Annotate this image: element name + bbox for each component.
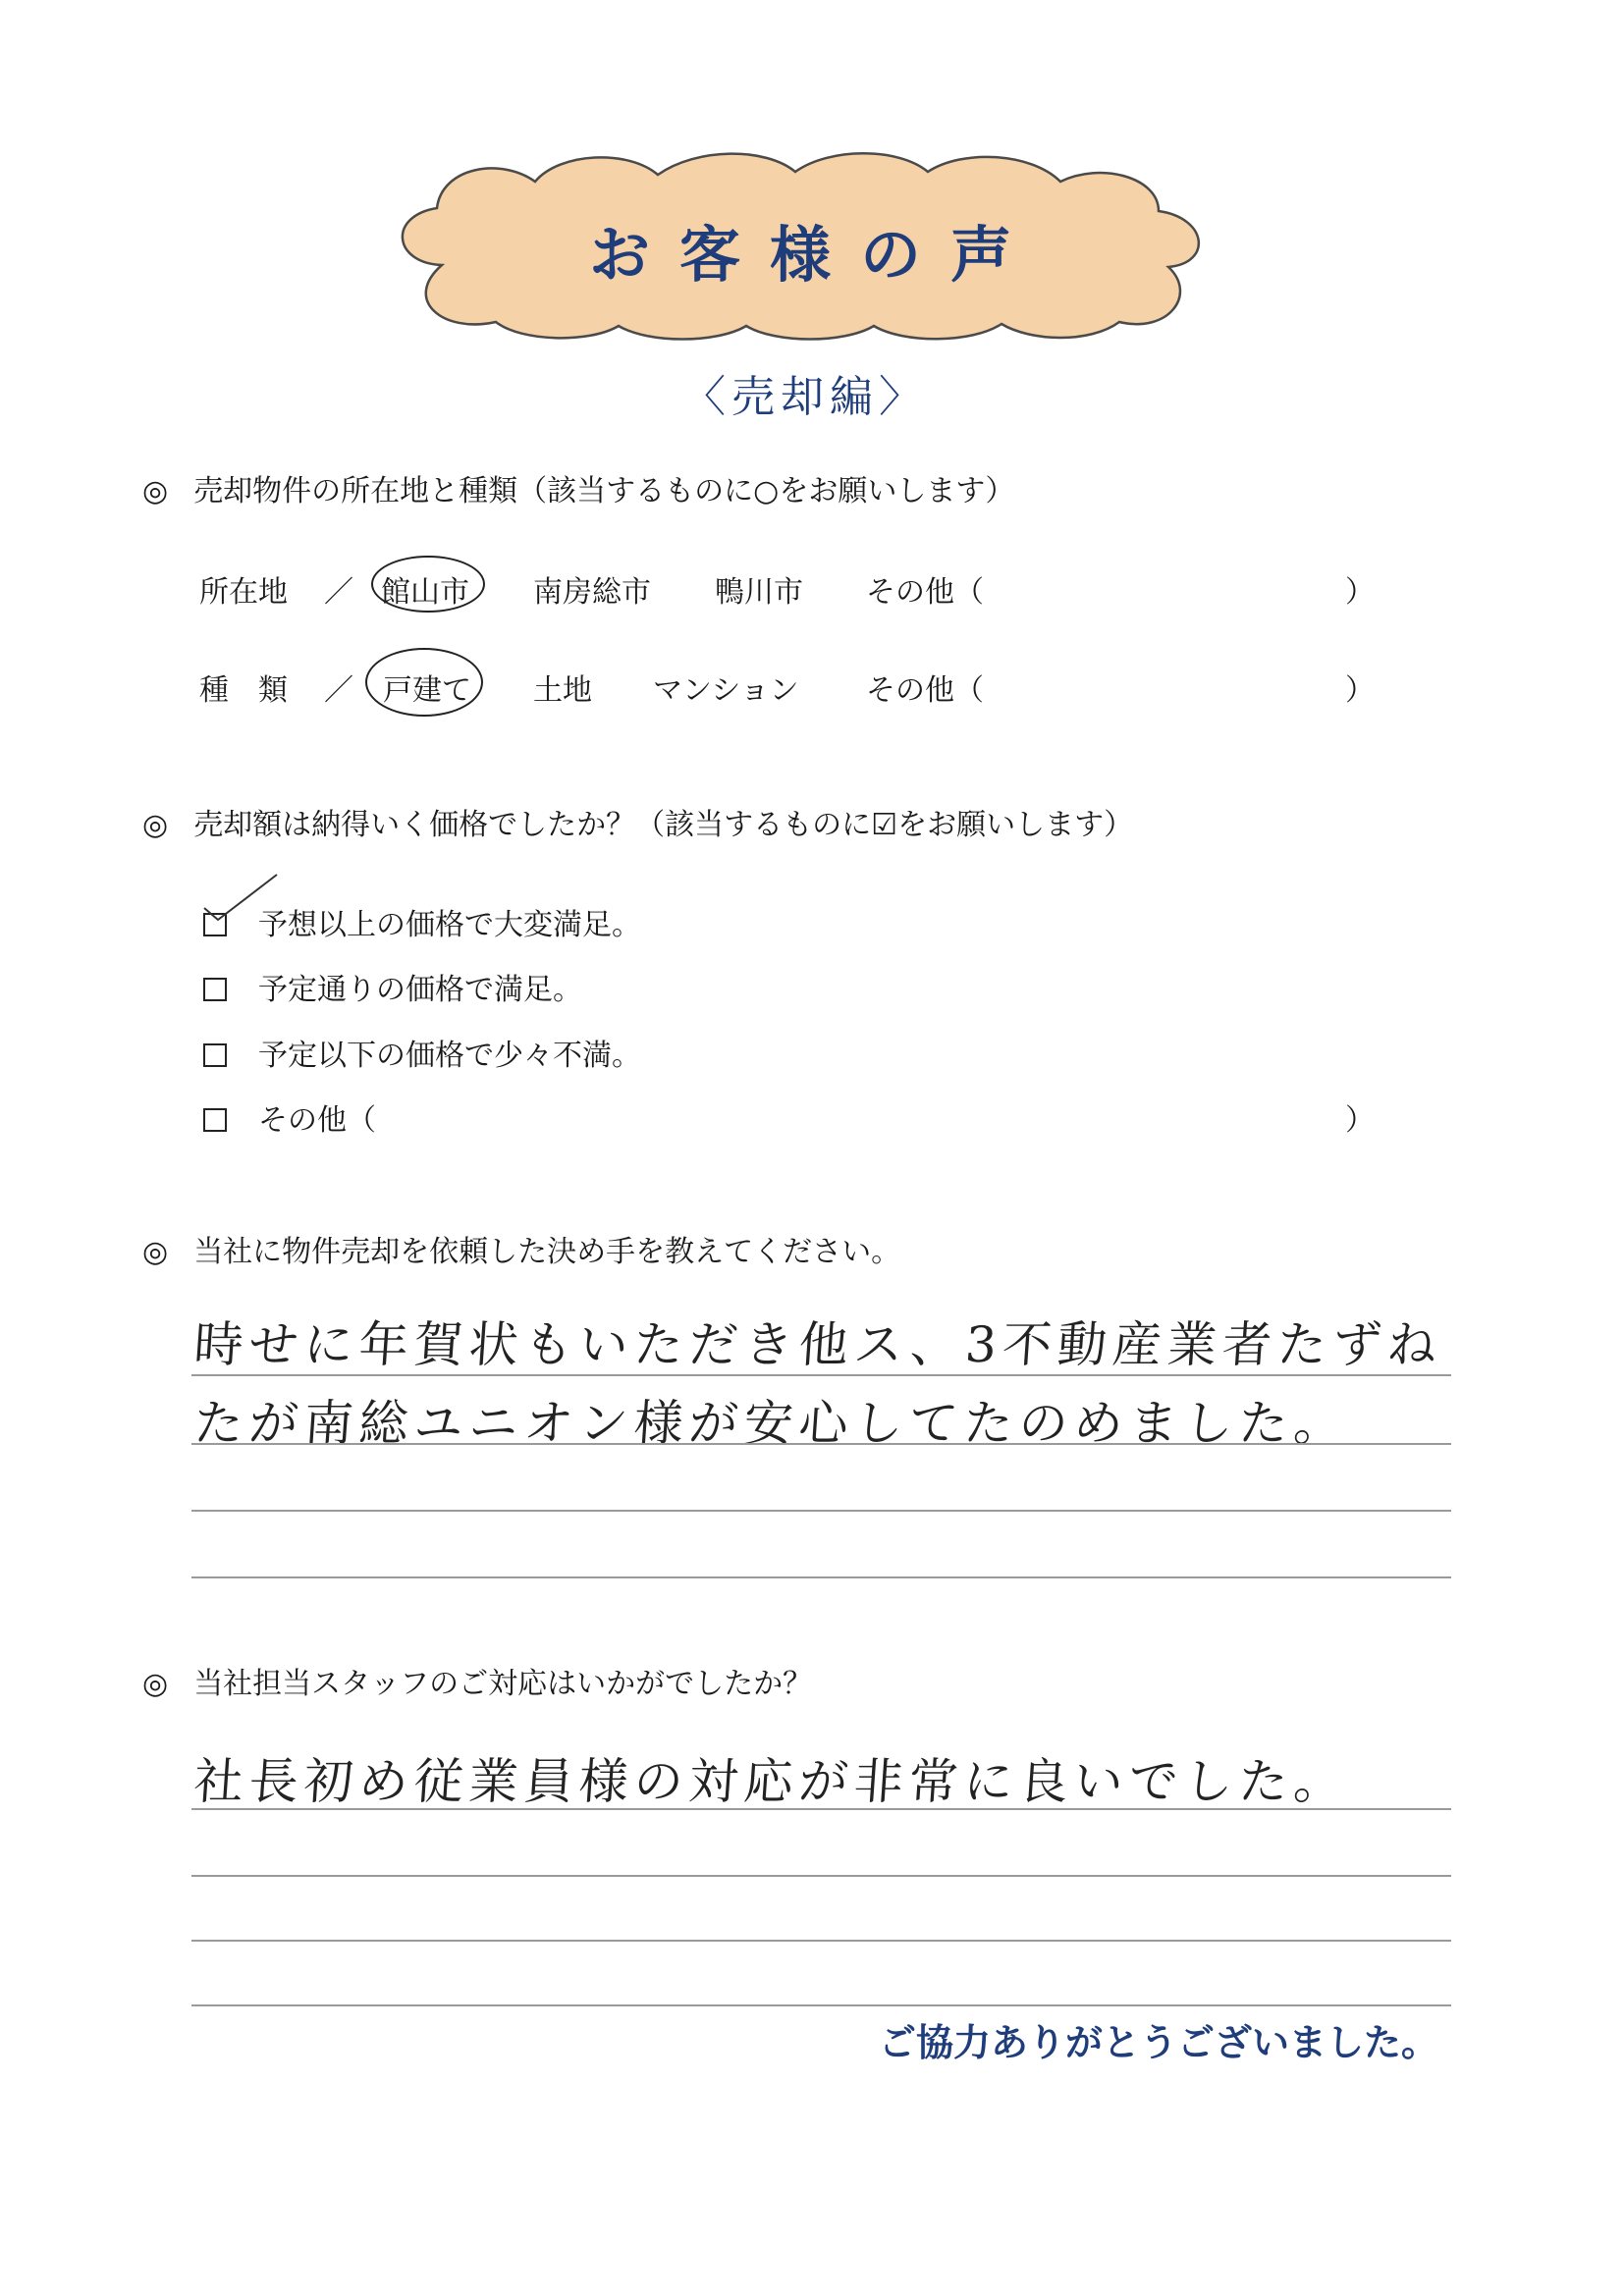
answer-3-rule-3 bbox=[191, 1510, 1451, 1512]
answer-4-rule-3 bbox=[191, 1940, 1451, 1942]
location-option-tateyama[interactable]: 館山市 bbox=[381, 575, 469, 610]
location-option-kamogawa[interactable]: 鴨川市 bbox=[715, 575, 803, 610]
question-1 bbox=[142, 466, 1014, 509]
price-option-4[interactable] bbox=[203, 1095, 376, 1139]
answer-4-rule-1 bbox=[191, 1808, 1451, 1810]
answer-3-line-1: 時せに年賀状もいただき他ス、3不動産業者たずね bbox=[191, 1316, 1445, 1373]
type-option-house[interactable]: 戸建て bbox=[383, 673, 471, 708]
selection-circle-location bbox=[371, 556, 485, 613]
answer-3-rule-4 bbox=[191, 1576, 1451, 1578]
answer-3-rule-1 bbox=[191, 1374, 1451, 1376]
selection-circle-type bbox=[365, 648, 483, 717]
price-option-3[interactable] bbox=[203, 1031, 641, 1074]
page-subtitle: 〈売却編〉 bbox=[682, 372, 928, 422]
price-other-close: ） bbox=[1345, 1103, 1375, 1138]
price-option-4-label: その他（ bbox=[258, 1103, 376, 1138]
answer-4-rule-2 bbox=[191, 1875, 1451, 1877]
price-option-3-label: 予定以下の価格で少々不満。 bbox=[258, 1039, 641, 1073]
location-slash: ／ bbox=[324, 575, 353, 610]
double-circle-icon: ◎ bbox=[142, 1667, 169, 1701]
type-label: 種 類 bbox=[199, 673, 288, 708]
price-option-1-label: 予想以上の価格で大変満足。 bbox=[258, 908, 641, 942]
location-label: 所在地 bbox=[199, 575, 288, 610]
question-3-text: 当社に物件売却を依頼した決め手を教えてください。 bbox=[193, 1235, 901, 1269]
location-option-minamiboso[interactable]: 南房総市 bbox=[533, 575, 651, 610]
type-other-close: ） bbox=[1345, 673, 1375, 708]
answer-4-line-1: 社長初め従業員様の対応が非常に良いでした。 bbox=[191, 1753, 1351, 1810]
thank-you-message: ご協力ありがとうございました。 bbox=[879, 2021, 1439, 2064]
location-other-close: ） bbox=[1345, 575, 1375, 610]
question-2 bbox=[142, 800, 1133, 843]
location-option-other[interactable]: その他（ bbox=[866, 575, 984, 610]
answer-3-line-2: たが南総ユニオン様が安心してたのめました。 bbox=[191, 1395, 1351, 1452]
checkbox-unchecked[interactable] bbox=[203, 978, 227, 1001]
question-3 bbox=[142, 1227, 900, 1270]
double-circle-icon: ◎ bbox=[142, 474, 169, 508]
question-4 bbox=[142, 1659, 812, 1702]
type-option-land[interactable]: 土地 bbox=[533, 673, 592, 708]
type-option-mansion[interactable]: マンション bbox=[653, 673, 799, 708]
price-option-2[interactable] bbox=[203, 965, 582, 1008]
checkbox-unchecked[interactable] bbox=[203, 1108, 227, 1132]
answer-3-rule-2 bbox=[191, 1443, 1451, 1445]
question-4-text: 当社担当スタッフのご対応はいかがでしたか？ bbox=[193, 1667, 813, 1701]
question-1-text: 売却物件の所在地と種類（該当するものに○をお願いします） bbox=[193, 474, 1015, 508]
answer-4-rule-4 bbox=[191, 2004, 1451, 2006]
check-mark-icon bbox=[196, 869, 285, 928]
question-2-text: 売却額は納得いく価格でしたか？（該当するものに☑をお願いします） bbox=[193, 808, 1134, 842]
checkbox-unchecked[interactable] bbox=[203, 1043, 227, 1067]
type-option-other[interactable]: その他（ bbox=[866, 673, 984, 708]
price-option-2-label: 予定通りの価格で満足。 bbox=[258, 973, 582, 1007]
page-title: お客様の声 bbox=[589, 219, 1042, 291]
double-circle-icon: ◎ bbox=[142, 808, 169, 842]
double-circle-icon: ◎ bbox=[142, 1235, 169, 1269]
type-slash: ／ bbox=[324, 673, 353, 708]
